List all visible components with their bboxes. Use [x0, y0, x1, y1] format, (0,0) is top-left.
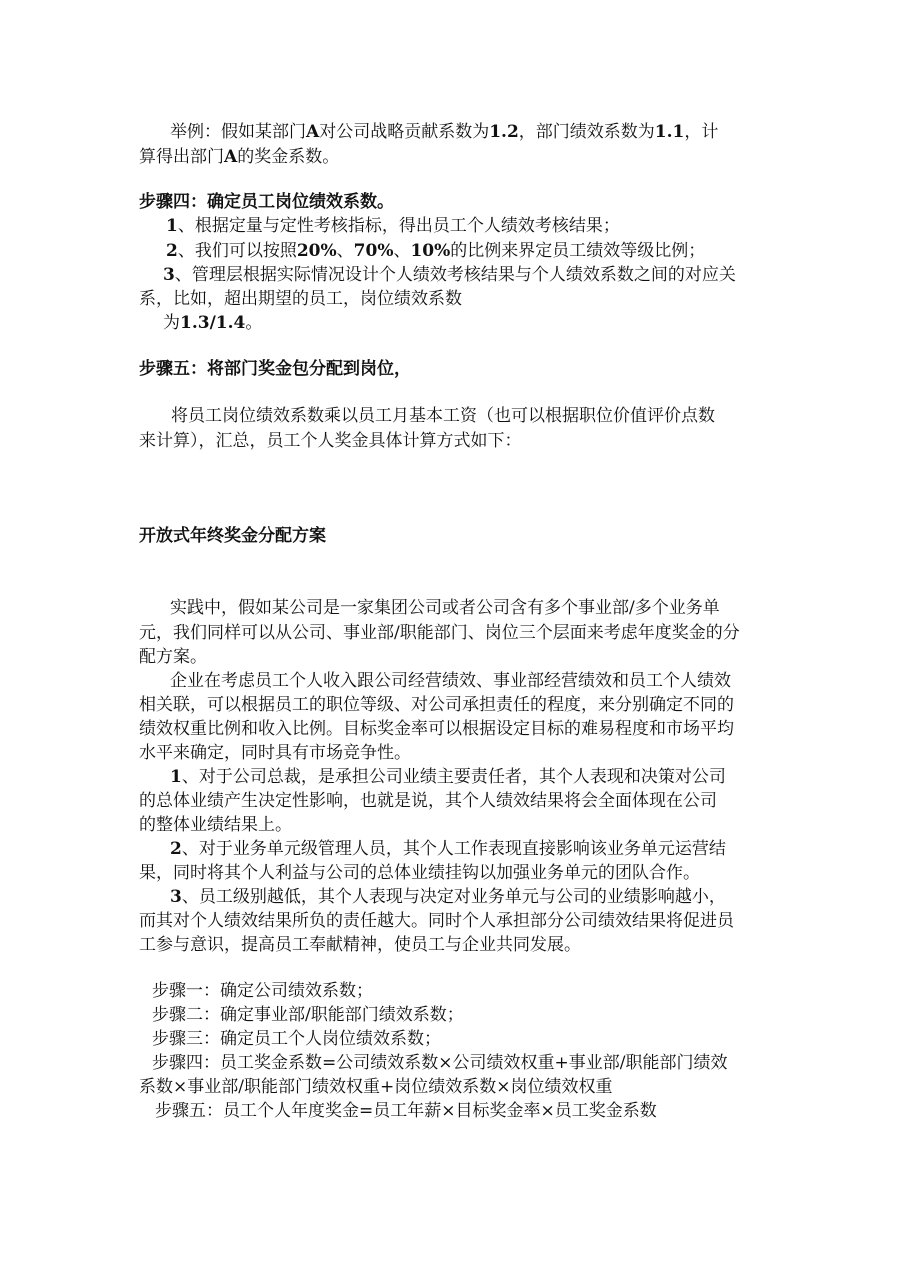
step4-item-3-line-3: 为1.3/1.4。 — [163, 313, 263, 333]
step4-item-3-line-1: 3、管理层根据实际情况设计个人绩效考核结果与个人绩效系数之间的对应关 — [163, 265, 736, 285]
open-plan-step-4-line-1: 步骤四：员工奖金系数=公司绩效系数×公司绩效权重+事业部/职能部门绩效 — [152, 1053, 728, 1073]
step4-item-2: 2、我们可以按照20%、70%、10%的比例来界定员工绩效等级比例； — [166, 241, 706, 261]
open-plan-item-1-line-2: 的总体业绩产生决定性影响，也就是说，其个人绩效结果将会全面体现在公司 — [139, 791, 717, 811]
step5-para-line-2: 来计算），汇总，员工个人奖金具体计算方式如下： — [139, 431, 522, 451]
open-plan-p2-line-4: 水平来确定，同时具有市场竞争性。 — [139, 743, 411, 763]
open-plan-item-2-line-1: 2、对于业务单元级管理人员，其个人工作表现直接影响该业务单元运营结 — [170, 839, 726, 859]
open-plan-item-1-line-3: 的整体业绩结果上。 — [139, 815, 292, 835]
open-plan-step-4-line-2: 系数×事业部/职能部门绩效权重+岗位绩效系数×岗位绩效权重 — [139, 1077, 613, 1097]
example-line-1: 举例：假如某部门A对公司战略贡献系数为1.2，部门绩效系数为1.1，计 — [170, 122, 719, 142]
step4-heading: 步骤四：确定员工岗位绩效系数。 — [139, 192, 394, 212]
open-plan-item-3-line-2: 而其对个人绩效结果所负的责任越大。同时个人承担部分公司绩效结果将促进员 — [139, 911, 734, 931]
open-plan-p2-line-1: 企业在考虑员工个人收入跟公司经营绩效、事业部经营绩效和员工个人绩效 — [170, 671, 731, 691]
open-plan-p2-line-3: 绩效权重比例和收入比例。目标奖金率可以根据设定目标的难易程度和市场平均 — [139, 719, 734, 739]
open-plan-item-3-line-3: 工参与意识，提高员工奉献精神，使员工与企业共同发展。 — [139, 935, 581, 955]
open-plan-step-2: 步骤二：确定事业部/职能部门绩效系数； — [152, 1005, 464, 1025]
open-plan-step-5: 步骤五：员工个人年度奖金=员工年薪×目标奖金率×员工奖金系数 — [155, 1101, 657, 1121]
step4-item-1: 1、根据定量与定性考核指标，得出员工个人绩效考核结果； — [166, 216, 620, 236]
example-line-2: 算得出部门A的奖金系数。 — [139, 147, 340, 167]
open-plan-p2-line-2: 相关联，可以根据员工的职位等级、对公司承担责任的程度，来分别确定不同的 — [139, 695, 734, 715]
open-plan-item-3-line-1: 3、员工级别越低，其个人表现与决定对业务单元与公司的业绩影响越小， — [170, 887, 726, 907]
open-plan-item-1-line-1: 1、对于公司总裁，是承担公司业绩主要责任者，其个人表现和决策对公司 — [170, 767, 726, 787]
open-plan-p1-line-1: 实践中，假如某公司是一家集团公司或者公司含有多个事业部/多个业务单 — [170, 598, 720, 618]
step5-para-line-1: 将员工岗位绩效系数乘以员工月基本工资（也可以根据职位价值评价点数 — [171, 406, 715, 426]
open-plan-p1-line-2: 元，我们同样可以从公司、事业部/职能部门、岗位三个层面来考虑年度奖金的分 — [139, 623, 740, 643]
open-plan-p1-line-3: 配方案。 — [139, 647, 207, 667]
open-plan-heading: 开放式年终奖金分配方案 — [139, 526, 326, 546]
step4-item-3-line-2: 系，比如，超出期望的员工，岗位绩效系数 — [139, 289, 462, 309]
open-plan-step-1: 步骤一：确定公司绩效系数； — [152, 981, 373, 1001]
open-plan-item-2-line-2: 果，同时将其个人利益与公司的总体业绩挂钩以加强业务单元的团队合作。 — [139, 863, 700, 883]
open-plan-step-3: 步骤三：确定员工个人岗位绩效系数； — [152, 1029, 441, 1049]
step5-heading: 步骤五：将部门奖金包分配到岗位， — [139, 359, 411, 379]
